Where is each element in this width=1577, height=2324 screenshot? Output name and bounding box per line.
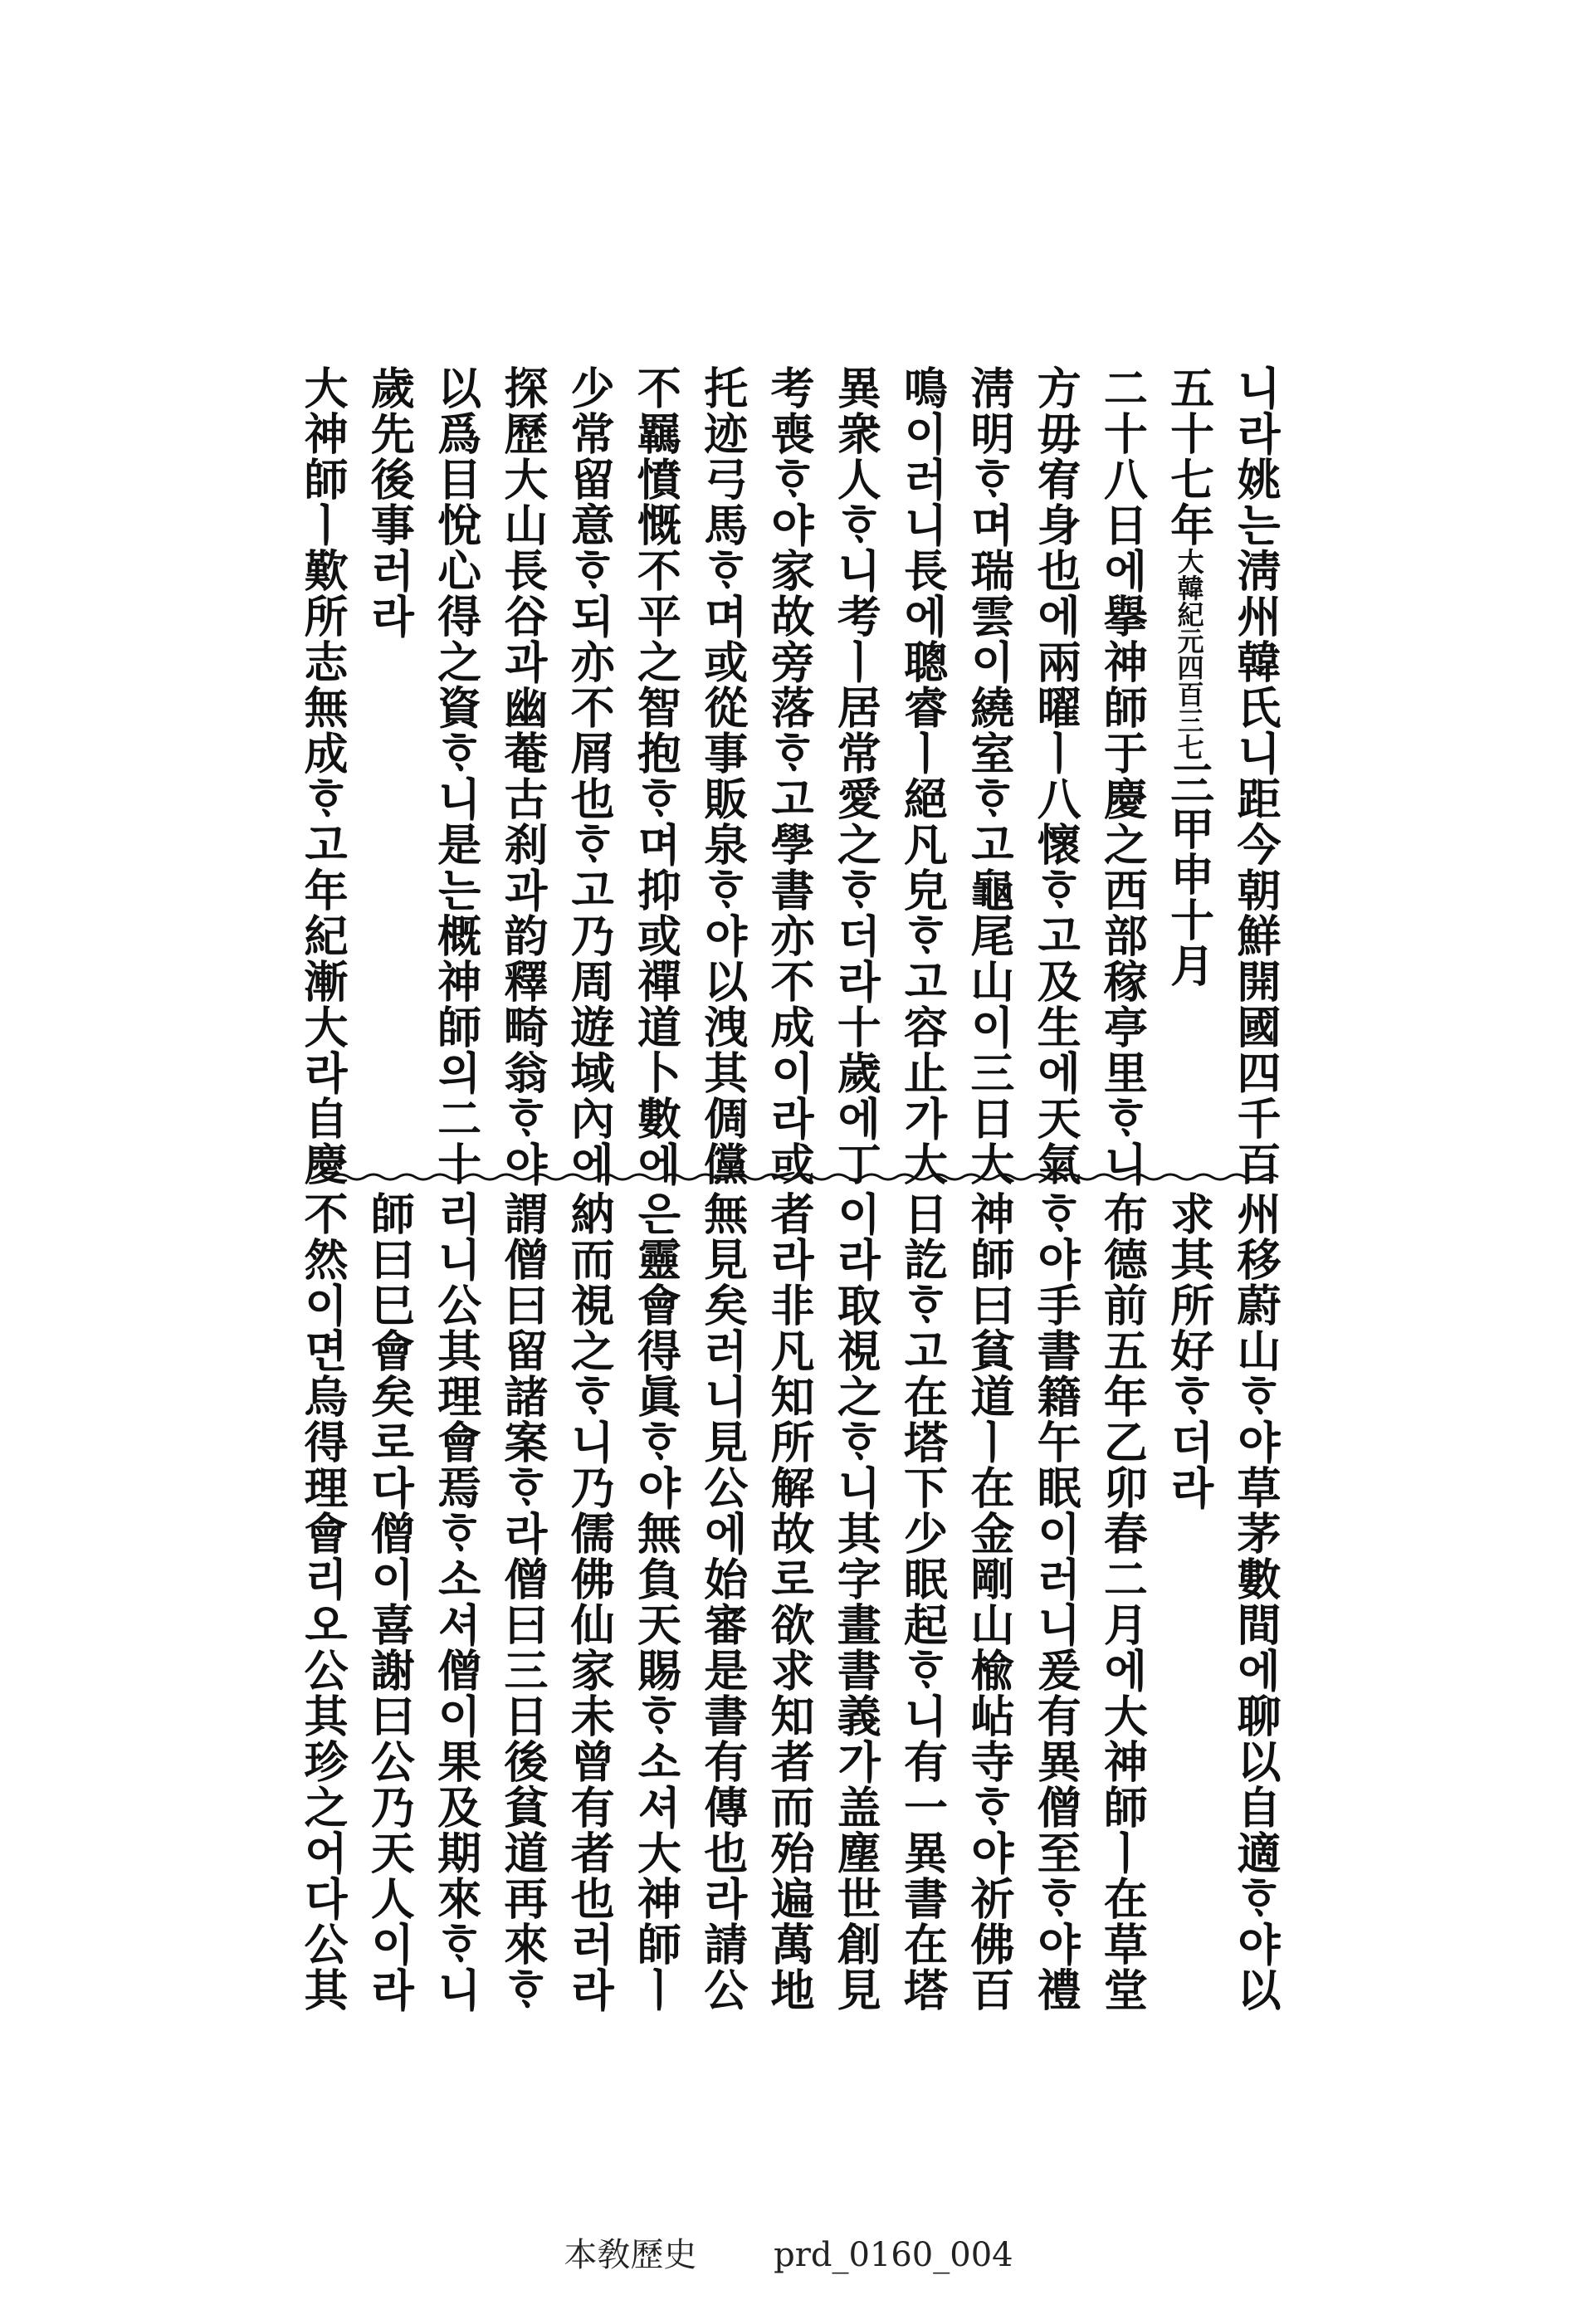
text-column: 니라姚는淸州韓氏니距今朝鮮開國四千百 [1229, 365, 1282, 1187]
text-column: 二十八日에擧神師于慶之西部稼亭里ᄒᆞ니 [1096, 365, 1149, 1187]
text-column: 異衆人ᄒᆞ니考ㅣ居常愛之ᄒᆞ더라十歲에丁 [830, 365, 882, 1187]
text-column: 求其所好ᄒᆞ더라 [1163, 1191, 1215, 1511]
text-column: 方毋宥身也에兩曜ㅣ八懷ᄒᆞ고及生에天氣 [1030, 365, 1082, 1187]
text-column: 歲先後事러라 [364, 365, 416, 639]
text-column: 托迹弓馬ᄒᆞ며或從事販泉ᄒᆞ야以洩其倜儻 [696, 365, 749, 1187]
text-column: 은靈會得眞ᄒᆞ야無負天賜ᄒᆞ소셔大神師ㅣ [630, 1191, 682, 2013]
text-column-with-note [1163, 365, 1215, 1162]
text-column: 考喪ᄒᆞ야家故旁落ᄒᆞ고學書亦不成이라或 [763, 365, 815, 1187]
page-footer [0, 2229, 1577, 2276]
text-column: 探歷大山長谷과幽菴古刹과韵釋畸翁ᄒᆞ야 [496, 365, 549, 1187]
text-column: 以爲目悅心得之資ᄒᆞ니是는概神師의二十 [430, 365, 482, 1187]
text-column: 日訖ᄒᆞ고在塔下少眠起ᄒᆞ니有一異書在塔 [896, 1191, 949, 2013]
text-column: 不然이면烏得理會리오公其珍之어다公其 [297, 1191, 349, 2013]
text-column: 布德前五年乙卯春二月에大神師ㅣ在草堂 [1096, 1191, 1149, 2013]
text-column: ᄒᆞ야手書籍午眠이러니爰有異僧至ᄒᆞ야禮 [1030, 1191, 1082, 2013]
text-column: 이라取視之ᄒᆞ니其字畫書義가盖塵世創見 [830, 1191, 882, 2013]
text-column: 師曰巳會矣로다僧이喜謝曰公乃天人이라 [364, 1191, 416, 2013]
note-line-head: 五十七年 [1163, 365, 1215, 548]
text-column: 無見矣러니見公에始審是書有傳也라請公 [696, 1191, 749, 2013]
note-line-tail: 三甲申十月 [1163, 760, 1215, 989]
text-column: 不羈憤慨不平之智抱ᄒᆞ며抑或禪道卜數에 [630, 365, 682, 1187]
text-column: 鳴이러니長에聰睿ㅣ絕凡皃ᄒᆞ고容止가大 [896, 365, 949, 1187]
text-column: 者라非凡知所解故로欲求知者而殆遍萬地 [763, 1191, 815, 2013]
text-column: 大神師ㅣ歎所志無成ᄒᆞ고年紀漸大라自慶 [297, 365, 349, 1187]
text-block-bottom [297, 1191, 1282, 2013]
text-column: 少常留意ᄒᆞ되亦不屑也ᄒᆞ고乃周遊域內에 [564, 365, 616, 1187]
text-column: 淸明ᄒᆞ며瑞雲이繞室ᄒᆞ고龜尾山이三日大 [963, 365, 1015, 1187]
text-column: 神師曰貧道ㅣ在金剛山楡岾寺ᄒᆞ야祈佛百 [963, 1191, 1015, 2013]
note-annotation-a: 大韓紀元四百三七 [1173, 548, 1205, 760]
text-column: 州移蔚山ᄒᆞ야草茅數間에聊以自適ᄒᆞ야以 [1229, 1191, 1282, 2013]
text-block-top [297, 365, 1282, 1187]
footer-title: 本敎歷史 [564, 2236, 697, 2274]
text-column: 謂僧曰留諸案ᄒᆞ라僧曰三日後貧道再來ᄒᆞ [496, 1191, 549, 2013]
text-column: 리니公其理會焉ᄒᆞ소셔僧이果及期來ᄒᆞ니 [430, 1191, 482, 2013]
footer-code: prd_0160_004 [774, 2236, 1013, 2274]
text-column: 納而視之ᄒᆞ니乃儒佛仙家未曾有者也러라 [564, 1191, 616, 2013]
section-divider [332, 1172, 1278, 1182]
